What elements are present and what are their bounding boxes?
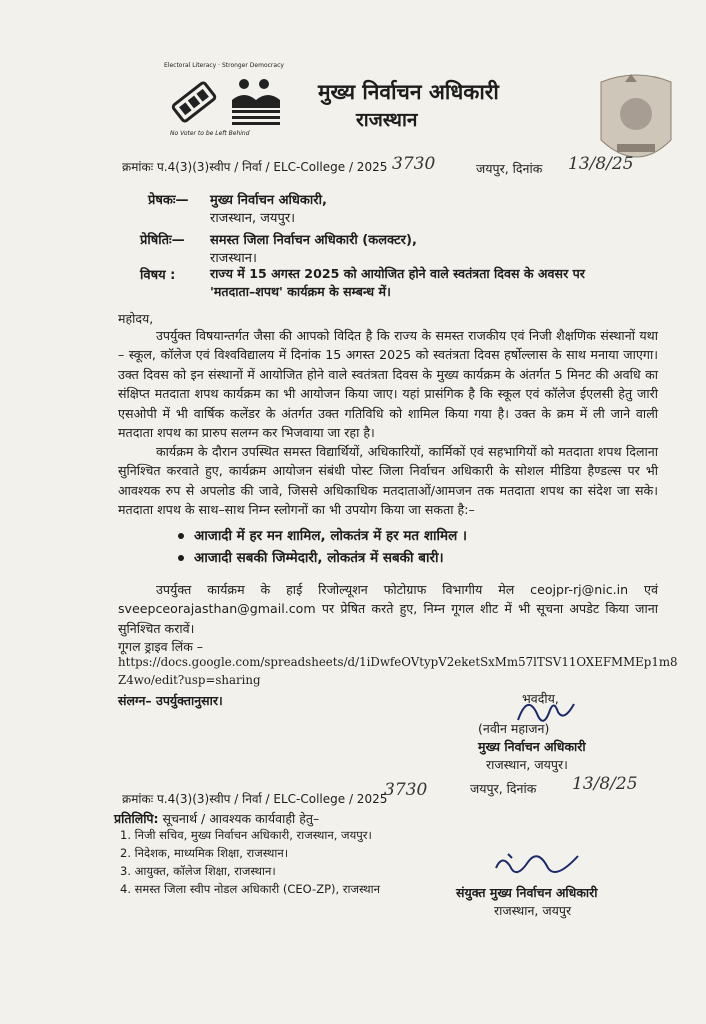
signatory2-designation: संयुक्त मुख्य निर्वाचन अधिकारी [456,885,598,900]
slogan-item: आजादी में हर मन शामिल, लोकतंत्र में हर मत शामिल । [178,526,467,544]
paragraph-1: उपर्युक्त विषयान्तर्गत जैसा की आपको विदित है कि राज्य के समस्त राजकीय एवं निजी शैक्षणिक संस्थानों यथा – स्कूल, कॉलेज एवं विश्वविद्यालय में दिनांक 15 अगस्त 2025 को स्वतंत्रता दिवस हर्षोल्लास के साथ मनाया जाएगा। उक्त दिवस को इन संस्थानों में आयोजित होने वाले स्वतंत्रता दिवस के मुख्य कार्यक्रम के अंतर्गत 5 मिनट की अवधि का संक्षिप्त मतदाता शपथ कार्यक्रम का भी आयोजन किया जाए। यहां प्रासंगिक है कि स्कूल एवं कॉलेज ईएलसी हेतु जारी एसओपी में भी वार्षिक कलेंडर के अंतर्गत उक्त गतिविधि को शामिल किया गया है। उक्त के क्रम में ली जाने वाली मतदाता शपथ का प्रारुप सलग्न कर भिजवाया जा रहा है। [118,328,658,441]
slogan-item: आजादी सबकी जिम्मेदारी, लोकतंत्र में सबकी बारी। [178,548,444,566]
office-subtitle: राजस्थान [356,109,418,131]
signatory-designation: मुख्य निर्वाचन अधिकारी [478,739,586,754]
list-item: 1. निजी सचिव, मुख्य निर्वाचन अधिकारी, राजस्थान, जयपुर। [120,828,372,842]
from-line2: राजस्थान, जयपुर। [210,211,296,226]
signatory2-place: राजस्थान, जयपुर [494,903,572,918]
ref-label: क्रमांकः [122,160,154,174]
list-item: 3. आयुक्त, कॉलेज शिक्षा, राजस्थान। [120,864,276,878]
bullet-icon [178,555,184,561]
salutation: महोदय, [118,311,154,326]
closing: भवदीय, [522,691,559,706]
drive-link-line2[interactable]: Z4wo/edit?usp=sharing [118,673,261,687]
list-item: 2. निदेशक, माध्यमिक शिक्षा, राजस्थान। [120,846,289,860]
reference-line [122,158,387,175]
signatory-name: (नवीन महाजन) [478,721,550,736]
to-line2: राजस्थान। [210,251,257,266]
ref-place-date: जयपुर, दिनांक [476,161,543,176]
ref-code: प.4(3)(3)स्वीप / निर्वा / ELC-College / 2025 [156,160,388,174]
ref-number: 3730 [392,154,436,174]
ref-date: 13/8/25 [568,154,634,174]
bullet-icon [178,533,184,539]
logo-tagline-bottom: No Voter to be Left Behind [170,130,250,137]
logo-tagline-top: Electoral Literacy · Stronger Democracy [164,62,284,69]
paragraph-3: उपर्युक्त कार्यक्रम के हाई रिजोल्यूशन फोटोग्राफ विभागीय मेल ceojpr-rj@nic.in एवं sveepceorajasthan@gmail.com पर प्रेषित करते हुए, निम्न गूगल शीट में भी सूचना अपडेट किया जाना सुनिश्चित करावें। [118,582,658,636]
from-line1: मुख्य निर्वाचन अधिकारी, [210,193,327,208]
subject-line1: राज्य में 15 अगस्त 2025 को आयोजित होने वाले स्वतंत्रता दिवस के अवसर पर [210,266,585,281]
sveep-logo [166,74,284,128]
ref2-label: क्रमांकः [122,792,154,806]
paragraph-2: कार्यक्रम के दौरान उपस्थित समस्त विद्यार्थियों, अधिकारियों, कार्मिकों एवं सहभागियों को मतदाता शपथ दिलाना सुनिश्चित करवाते हुए, कार्यक्रम आयोजन संबंधी पोस्ट जिला निर्वाचन अधिकारी के सोशल मीडिया हैण्डल्स पर भी आवश्यक रुप से अपलोड की जावे, जिससे अधिकाधिक मतदाताओं/आमजन तक मतदाता शपथ का संदेश जा सके। मतदाता शपथ के साथ–साथ निम्न स्लोगनों का भी उपयोग किया जा सकता है:– [118,444,658,518]
list-item: 4. समस्त जिला स्वीप नोडल अधिकारी (CEO-ZP), राजस्थान [120,882,380,896]
subject-label: विषय : [140,268,176,283]
signatory-place: राजस्थान, जयपुर। [486,757,568,772]
ref2-number: 3730 [384,780,428,800]
to-label: प्रेषितिः— [140,233,185,248]
from-label: प्रेषकः— [148,193,189,208]
enclosure: संलग्न– उपर्युक्तानुसार। [118,693,223,708]
ref2-place-date: जयपुर, दिनांक [470,781,537,796]
drive-label: गूगल ड्राइव लिंक – [118,639,204,654]
to-line1: समस्त जिला निर्वाचन अधिकारी (कलक्टर), [210,233,417,248]
ref2-date: 13/8/25 [572,774,638,794]
subject-line2: 'मतदाता–शपथ' कार्यक्रम के सम्बन्ध में। [210,284,391,299]
signature-mark-2 [488,848,588,888]
office-title: मुख्य निर्वाचन अधिकारी [318,80,499,104]
reference-line-2 [122,790,387,807]
copy-heading: प्रतिलिपि: सूचनार्थ / आवश्यक कार्यवाही हेतु– [114,811,320,826]
drive-link-line1[interactable]: https://docs.google.com/spreadsheets/d/1iDwfeOVtypV2eketSxMm57lTSV11OXEFMMEp1m8 [118,655,678,669]
ref2-code: प.4(3)(3)स्वीप / निर्वा / ELC-College / 2025 [156,792,388,806]
